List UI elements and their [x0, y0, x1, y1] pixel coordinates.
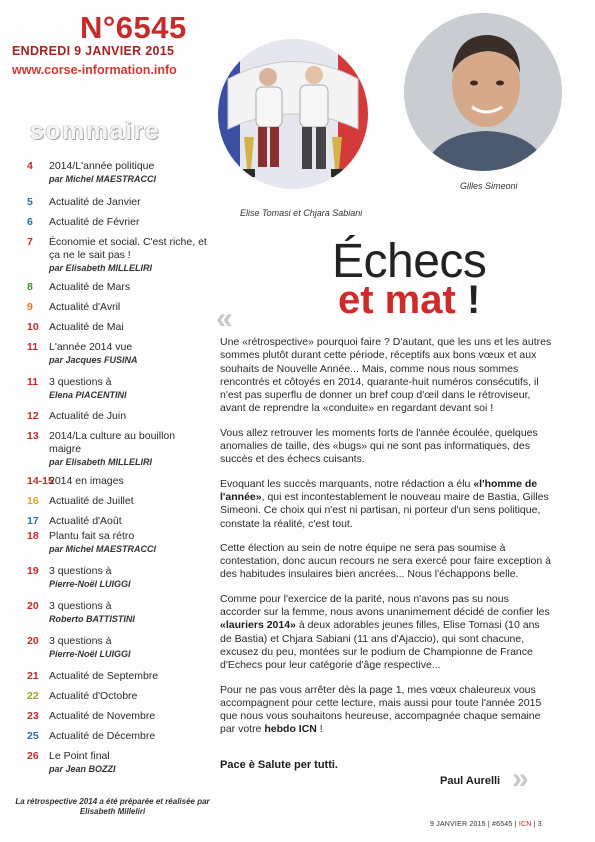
- sommaire-title: sommaire: [30, 117, 161, 145]
- toc-title-text: 3 questions à: [49, 635, 112, 647]
- toc-title: [49, 430, 207, 468]
- girls-trophy-photo: [218, 39, 368, 189]
- toc-author: par Michel MAESTRACCI: [49, 544, 157, 554]
- toc-title-text: Actualité d'Août: [49, 515, 122, 527]
- toc-title: [49, 475, 207, 488]
- toc-title-text: Actualité de Mars: [49, 281, 131, 293]
- headline-line1: Échecs: [332, 235, 487, 288]
- toc-page-number: 5: [27, 196, 33, 208]
- toc-title-text: Actualité de Juillet: [49, 495, 134, 507]
- toc-title-text: Actualité de Janvier: [49, 196, 141, 208]
- toc-title: [49, 341, 207, 366]
- close-quote-icon: »: [512, 762, 529, 795]
- toc-title-text: 2014 en images: [49, 475, 124, 487]
- editorial-body: [220, 336, 552, 748]
- toc-title: [49, 376, 207, 401]
- issue-number: N°6545: [80, 10, 187, 45]
- toc-title: [49, 710, 207, 723]
- paragraph-2: Vous allez retrouver les moments forts de l'année écoulée, quelques anomalies de taille, des «bugs» qui ne sont pas informatiques, des succès et des échecs cuisants.: [220, 426, 538, 466]
- toc-page-number: 23: [27, 710, 39, 722]
- toc-title-text: Actualité de Novembre: [49, 710, 156, 722]
- toc-page-number: 6: [27, 216, 33, 228]
- headline-et-mat: et mat: [338, 278, 456, 322]
- paragraph-5: [220, 593, 552, 673]
- toc-page-number: 22: [27, 690, 39, 702]
- toc-title-text: Le Point final: [49, 750, 110, 762]
- paragraph-6: [220, 684, 552, 737]
- toc-title-text: Économie et social. C'est riche, et ça ne le sait pas !: [49, 236, 207, 261]
- toc-page-number: 12: [27, 410, 39, 422]
- p3-text-a: Evoquant les succès marquants, notre rédaction a élu: [220, 477, 474, 490]
- toc-page-number: 19: [27, 565, 39, 577]
- toc-title: [49, 515, 207, 528]
- toc-title: [49, 635, 207, 660]
- toc-title-text: Actualité d'Avril: [49, 301, 121, 313]
- p3-bold: «l'homme de l'année»: [220, 477, 538, 503]
- toc-title: [49, 530, 207, 555]
- footer-page: 3: [537, 821, 542, 828]
- toc-page-number: 17: [27, 515, 39, 527]
- toc-author: Pierre-Noël LUIGGI: [49, 649, 131, 659]
- toc-page-number: 4: [27, 160, 33, 172]
- toc-title-text: 2014/L'année politique: [49, 160, 155, 172]
- issue-date: ENDREDI 9 JANVIER 2015: [12, 44, 175, 58]
- toc-title-text: L'année 2014 vue: [49, 341, 133, 353]
- toc-title: [49, 690, 207, 703]
- p6-text-b: !: [316, 723, 323, 736]
- toc-page-number: 10: [27, 321, 39, 333]
- toc-page-number: 20: [27, 600, 39, 612]
- toc-author: par Jacques FUSINA: [49, 355, 138, 365]
- toc-title: [49, 750, 207, 775]
- toc-title: [49, 236, 207, 274]
- toc-title: [49, 600, 207, 625]
- toc-page-number: 11: [27, 341, 39, 353]
- toc-page-number: 8: [27, 281, 33, 293]
- p5-text-a: Comme pour l'exercice de la parité, nous n'avons pas su nous accorder sur la femme, nous avons unanimement décidé de confier les: [220, 592, 550, 619]
- toc-title-text: Actualité de Juin: [49, 410, 127, 422]
- toc-title: [49, 670, 207, 683]
- toc-title-text: Actualité d'Octobre: [49, 690, 138, 702]
- toc-page-number: 18: [27, 530, 39, 542]
- toc-page-number: 9: [27, 301, 33, 313]
- toc-title-text: 3 questions à: [49, 565, 112, 577]
- toc-title-text: 2014/La culture au bouillon maigre: [49, 430, 176, 455]
- paragraph-1: Une «rétrospective» pourquoi faire ? D'autant, que les uns et les autres sommes plutôt durant cette période, réceptifs aux bons vœux et aux souhaits de Nouvelle Année... Mais, comme nous nous sommes rencontrés et côtoyés en 2014, quarante-huit numéros consécutifs, il n'est pas superflu de donner un bref coup d'œil dans le rétroviseur, avant de reprendre la «conduite» en regardant devant soi !: [220, 336, 552, 415]
- toc-title-text: Actualité de Mai: [49, 321, 124, 333]
- toc-title: [49, 321, 207, 334]
- toc-title-text: Plantu fait sa rétro: [49, 530, 135, 542]
- toc-title-text: Actualité de Décembre: [49, 730, 156, 742]
- toc-title: [49, 281, 207, 294]
- toc-author: par Jean BOZZI: [49, 764, 116, 774]
- toc-page-number: 13: [27, 430, 39, 442]
- toc-page-number: 21: [27, 670, 39, 682]
- author-signature: Paul Aurelli: [440, 775, 501, 787]
- toc-author: par Elisabeth MILLELIRI: [49, 263, 153, 273]
- p5-text-b: à deux adorables jeunes filles, Elise Tomasi (10 ans de Bastia) et Chjara Sabiani (11 ans d'Ajaccio), qui sont chacune, excusez du peu, montées sur le podium de Championne de France d'Echecs pour leur catégorie d'âge respective...: [220, 619, 540, 672]
- toc-title-text: Actualité de Février: [49, 216, 140, 228]
- toc-title: [49, 301, 207, 314]
- photo1-caption: Elise Tomasi et Chjara Sabiani: [240, 208, 363, 218]
- toc-page-number: 11: [27, 376, 39, 388]
- toc-author: Pierre-Noël LUIGGI: [49, 579, 131, 589]
- toc-title: [49, 216, 207, 229]
- p6-text-a: Pour ne pas vous arrêter dès la page 1, mes vœux chaleureux vous accompagnent pour cette lecture, mais aussi pour toute l'année 2015 que nous vous souhaitons heureuse, accompagnée chaque semaine par votre: [220, 683, 542, 736]
- closing-line: Pace è Salute per tutti.: [220, 759, 338, 771]
- toc-title: [49, 196, 207, 209]
- toc-title: [49, 495, 207, 508]
- toc-title-text: 3 questions à: [49, 600, 112, 612]
- toc-title: [49, 160, 207, 185]
- p6-bold: hebdo ICN: [264, 723, 317, 736]
- toc-page-number: 7: [27, 236, 33, 248]
- website-link[interactable]: www.corse-information.info: [12, 63, 177, 77]
- toc-author: Elena PIACENTINI: [49, 390, 127, 400]
- toc-title: [49, 730, 207, 743]
- toc-page-number: 16: [27, 495, 39, 507]
- toc-title-text: Actualité de Septembre: [49, 670, 159, 682]
- photo2-caption: Gilles Simeoni: [460, 181, 518, 191]
- toc-title-text: 3 questions à: [49, 376, 112, 388]
- headline-line2: [338, 280, 480, 320]
- paragraph-3: [220, 478, 552, 531]
- headline-bang: !: [466, 278, 481, 322]
- p5-bold: «lauriers 2014»: [220, 619, 296, 632]
- toc-author: Roberto BATTISTINI: [49, 614, 135, 624]
- toc-title: [49, 410, 207, 423]
- toc-page-number: 14-15: [27, 475, 54, 487]
- toc-page-number: 25: [27, 730, 39, 742]
- toc-author: par Michel MAESTRACCI: [49, 174, 157, 184]
- toc-page-number: 20: [27, 635, 39, 647]
- open-quote-icon: «: [216, 302, 233, 335]
- footer-brand: ICN: [518, 821, 532, 828]
- footer-date: 9 JANVIER 2015: [430, 821, 486, 828]
- footer-note: La rétrospective 2014 a été préparée et réalisée par Elisabeth Milleliri: [15, 797, 210, 816]
- portrait-photo: [404, 13, 562, 171]
- footer-issue: #6545: [492, 821, 513, 828]
- toc-author: par Elisabeth MILLELIRI: [49, 457, 153, 467]
- p3-text-b: , qui est incontestablement le nouveau maire de Bastia, Gilles Simeoni. Ce choix qui n'est ni partisan, ni porteur d'un sens politique, constate la réalité, c'est tout.: [220, 490, 549, 530]
- toc-page-number: 26: [27, 750, 39, 762]
- paragraph-4: Cette élection au sein de notre équipe ne sera pas soumise à contestation, donc aucun recours ne sera exercé pour faire exception à des habitudes insulaires bien ancrées... Nous l'échappons belle.: [220, 541, 551, 581]
- toc-title: [49, 565, 207, 590]
- page-footer: 9 JANVIER 2015 | #6545 | ICN | 3: [430, 821, 542, 828]
